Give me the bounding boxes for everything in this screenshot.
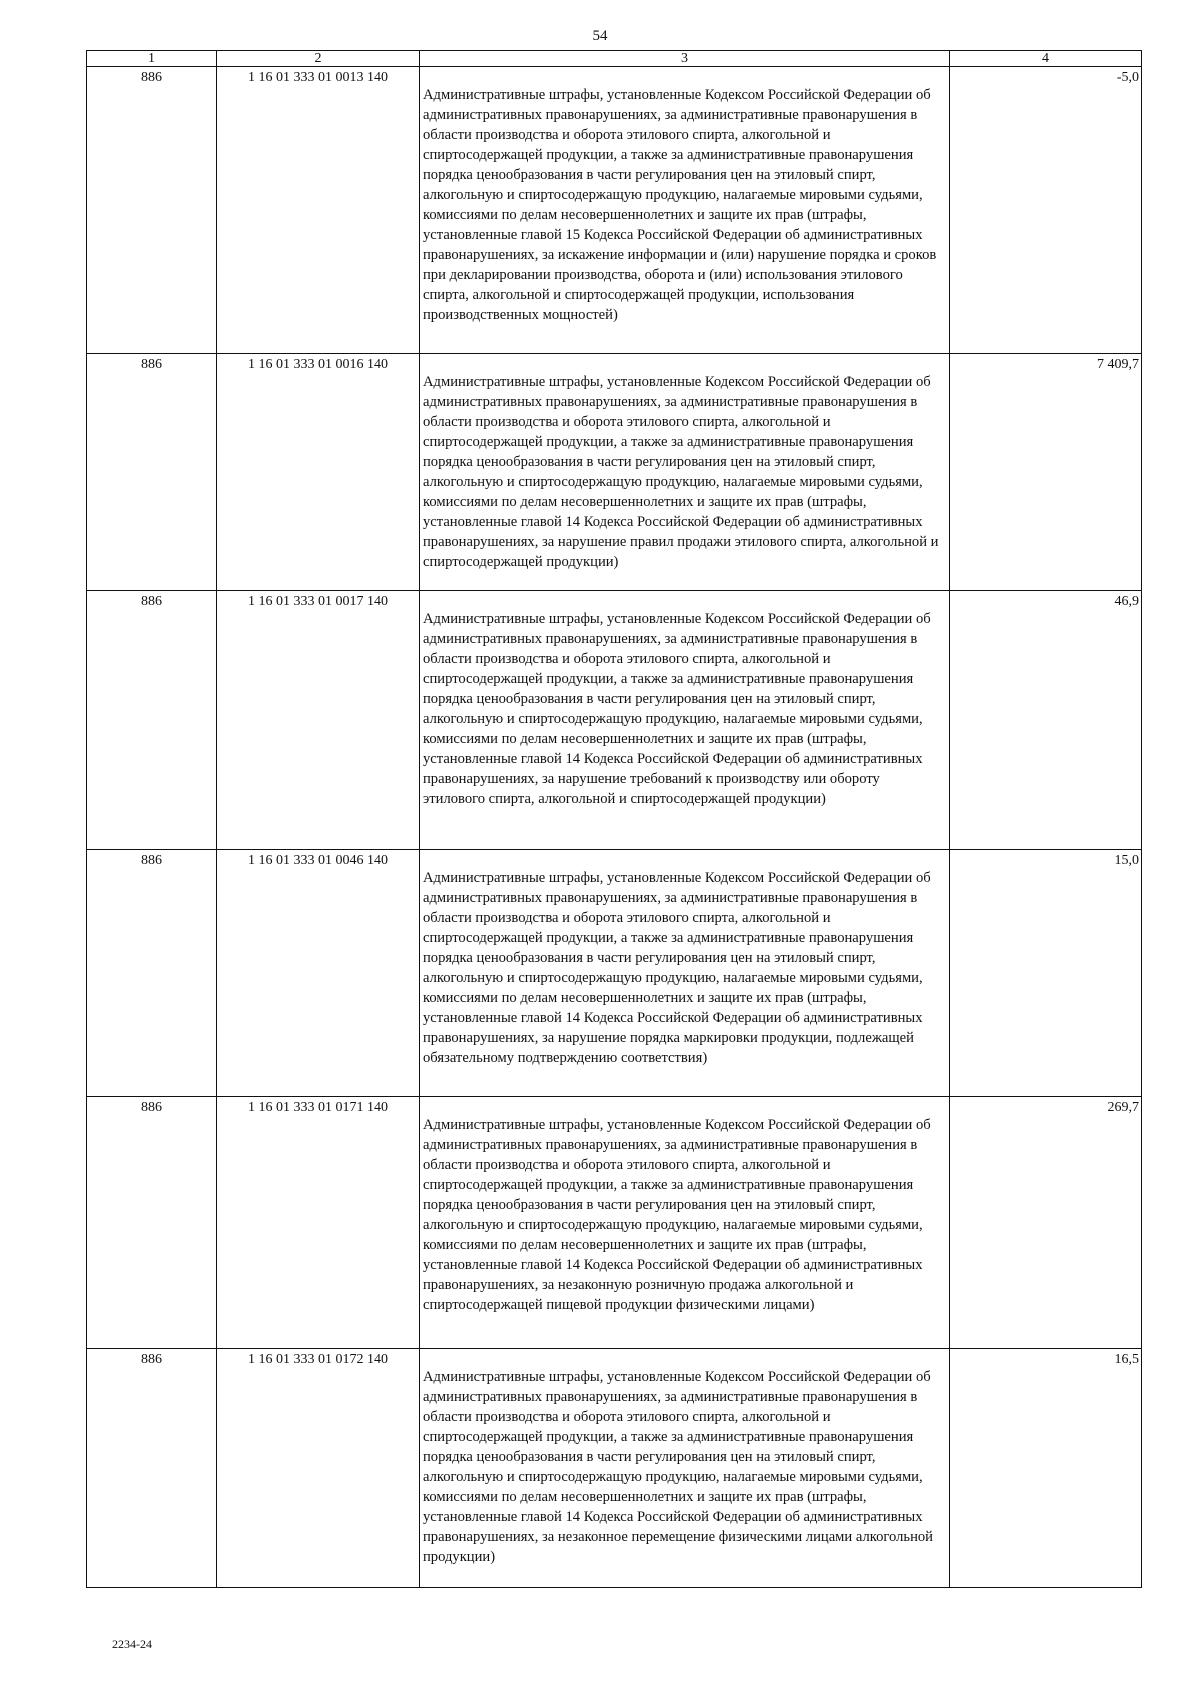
budget-code-cell: 1 16 01 333 01 0172 140 — [217, 1349, 420, 1588]
admin-code-cell: 886 — [87, 591, 217, 850]
table-row — [87, 67, 1142, 354]
description-cell: Административные штрафы, установленные Кодексом Российской Федерации об административных правонарушениях, за административные правонарушения в области производства и оборота этилового спирта, алкогольной и спиртосодержащей продукции, а также за административные правонарушения порядка ценообразования в части регулирования цен на этиловый спирт, алкогольную и спиртосодержащую продукцию, налагаемые мировыми судьями, комиссиями по делам несовершеннолетних и защите их прав (штрафы, установленные главой 14 Кодекса Российской Федерации об административных правонарушениях, за нарушение порядка маркировки продукции, подлежащей обязательному подтверждению соответствия) — [420, 850, 950, 1097]
amount-cell: 16,5 — [950, 1349, 1142, 1588]
admin-code-cell: 886 — [87, 67, 217, 354]
document-code: 2234-24 — [112, 1637, 152, 1651]
column-header-3: 3 — [420, 51, 950, 67]
budget-code-cell: 1 16 01 333 01 0016 140 — [217, 354, 420, 591]
amount-cell: 7 409,7 — [950, 354, 1142, 591]
table-row — [87, 591, 1142, 850]
description-cell: Административные штрафы, установленные Кодексом Российской Федерации об административных правонарушениях, за административные правонарушения в области производства и оборота этилового спирта, алкогольной и спиртосодержащей продукции, а также за административные правонарушения порядка ценообразования в части регулирования цен на этиловый спирт, алкогольную и спиртосодержащую продукцию, налагаемые мировыми судьями, комиссиями по делам несовершеннолетних и защите их прав (штрафы, установленные главой 15 Кодекса Российской Федерации об административных правонарушениях, за искажение информации и (или) нарушение порядка и сроков при декларировании производства, оборота и (или) использования этилового спирта, алкогольной и спиртосодержащей продукции, использования производственных мощностей) — [420, 67, 950, 354]
admin-code-cell: 886 — [87, 850, 217, 1097]
admin-code-cell: 886 — [87, 1097, 217, 1349]
page-number: 54 — [592, 28, 608, 44]
description-cell: Административные штрафы, установленные Кодексом Российской Федерации об административных правонарушениях, за административные правонарушения в области производства и оборота этилового спирта, алкогольной и спиртосодержащей продукции, а также за административные правонарушения порядка ценообразования в части регулирования цен на этиловый спирт, алкогольную и спиртосодержащую продукцию, налагаемые мировыми судьями, комиссиями по делам несовершеннолетних и защите их прав (штрафы, установленные главой 14 Кодекса Российской Федерации об административных правонарушениях, за нарушение правил продажи этилового спирта, алкогольной и спиртосодержащей продукции) — [420, 354, 950, 591]
amount-cell: 46,9 — [950, 591, 1142, 850]
budget-code-cell: 1 16 01 333 01 0171 140 — [217, 1097, 420, 1349]
revenue-table — [86, 50, 1142, 1588]
description-cell: Административные штрафы, установленные Кодексом Российской Федерации об административных правонарушениях, за административные правонарушения в области производства и оборота этилового спирта, алкогольной и спиртосодержащей продукции, а также за административные правонарушения порядка ценообразования в части регулирования цен на этиловый спирт, алкогольную и спиртосодержащую продукцию, налагаемые мировыми судьями, комиссиями по делам несовершеннолетних и защите их прав (штрафы, установленные главой 14 Кодекса Российской Федерации об административных правонарушениях, за незаконную розничную продажа алкогольной и спиртосодержащей пищевой продукции физическими лицами) — [420, 1097, 950, 1349]
budget-code-cell: 1 16 01 333 01 0017 140 — [217, 591, 420, 850]
table-row — [87, 354, 1142, 591]
budget-code-cell: 1 16 01 333 01 0046 140 — [217, 850, 420, 1097]
budget-code-cell: 1 16 01 333 01 0013 140 — [217, 67, 420, 354]
table-row — [87, 1097, 1142, 1349]
table-row — [87, 850, 1142, 1097]
admin-code-cell: 886 — [87, 1349, 217, 1588]
table-header — [87, 51, 1142, 67]
amount-cell: 269,7 — [950, 1097, 1142, 1349]
column-header-1: 1 — [87, 51, 217, 67]
column-header-2: 2 — [217, 51, 420, 67]
table-row — [87, 1349, 1142, 1588]
amount-cell: 15,0 — [950, 850, 1142, 1097]
amount-cell: -5,0 — [950, 67, 1142, 354]
admin-code-cell: 886 — [87, 354, 217, 591]
description-cell: Административные штрафы, установленные Кодексом Российской Федерации об административных правонарушениях, за административные правонарушения в области производства и оборота этилового спирта, алкогольной и спиртосодержащей продукции, а также за административные правонарушения порядка ценообразования в части регулирования цен на этиловый спирт, алкогольную и спиртосодержащую продукцию, налагаемые мировыми судьями, комиссиями по делам несовершеннолетних и защите их прав (штрафы, установленные главой 14 Кодекса Российской Федерации об административных правонарушениях, за незаконное перемещение физическими лицами алкогольной продукции) — [420, 1349, 950, 1588]
description-cell: Административные штрафы, установленные Кодексом Российской Федерации об административных правонарушениях, за административные правонарушения в области производства и оборота этилового спирта, алкогольной и спиртосодержащей продукции, а также за административные правонарушения порядка ценообразования в части регулирования цен на этиловый спирт, алкогольную и спиртосодержащую продукцию, налагаемые мировыми судьями, комиссиями по делам несовершеннолетних и защите их прав (штрафы, установленные главой 14 Кодекса Российской Федерации об административных правонарушениях, за нарушение требований к производству или обороту этилового спирта, алкогольной и спиртосодержащей продукции) — [420, 591, 950, 850]
column-header-4: 4 — [950, 51, 1142, 67]
